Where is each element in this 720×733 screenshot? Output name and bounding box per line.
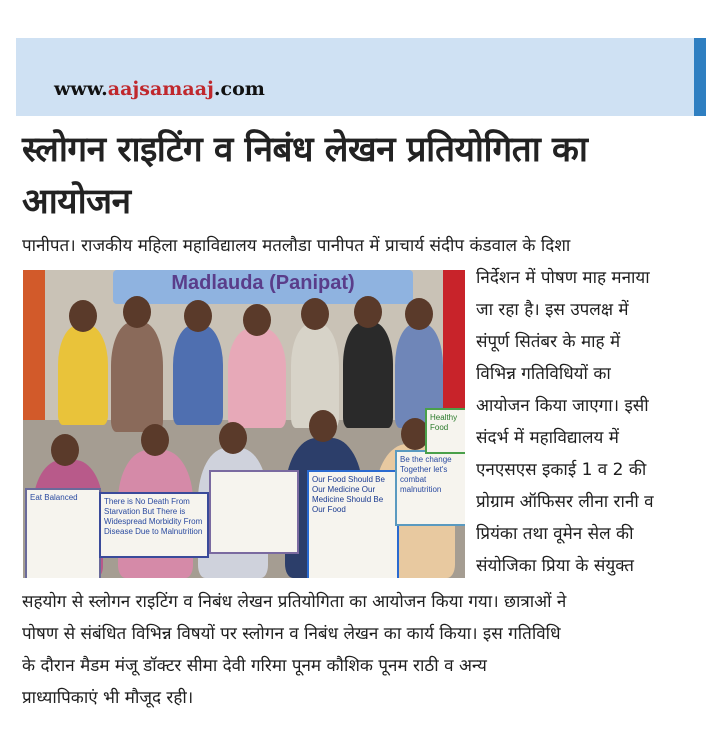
body-line: प्रोग्राम ऑफिसर लीना रानी व <box>476 492 654 512</box>
person-head <box>405 298 433 330</box>
person-standing <box>58 325 108 425</box>
person-head <box>309 410 337 442</box>
banner-accent-bar <box>694 38 706 116</box>
event-photo <box>23 270 465 578</box>
person-head <box>354 296 382 328</box>
person-head <box>184 300 212 332</box>
person-head <box>123 296 151 328</box>
poster <box>209 470 299 554</box>
person-head <box>301 298 329 330</box>
url-name: aajsamaaj <box>107 78 214 100</box>
body-line: पानीपत। राजकीय महिला महाविद्यालय मतलौडा पानीपत में प्राचार्य संदीप कंडवाल के दिशा <box>22 236 571 256</box>
person-head <box>51 434 79 466</box>
body-line: आयोजन किया जाएगा। इसी <box>476 396 649 416</box>
article-headline <box>22 124 712 228</box>
header-banner <box>16 38 706 116</box>
person-standing <box>111 322 163 432</box>
person-head <box>69 300 97 332</box>
poster: Healthy Food <box>425 408 465 454</box>
body-line: संयोजिका प्रिया के संयुक्त <box>476 556 634 576</box>
poster: There is No Death From Starvation But There is Widespread Morbidity From Disease Due to Malnutrition <box>99 492 209 558</box>
person-head <box>141 424 169 456</box>
photo-curtain-left <box>23 270 45 420</box>
poster: Our Food Should Be Our Medicine Our Medicine Should Be Our Food <box>307 470 399 578</box>
body-line: सहयोग से स्लोगन राइटिंग व निबंध लेखन प्रतियोगिता का आयोजन किया गया। छात्राओं ने <box>22 592 567 612</box>
photo-curtain-right <box>443 270 465 420</box>
body-line: निर्देशन में पोषण माह मनाया <box>476 268 650 288</box>
photo-banner-text: Madlauda (Panipat) <box>171 272 355 294</box>
body-line: संदर्भ में महाविद्यालय में <box>476 428 619 448</box>
body-line: प्राध्यापिकाएं भी मौजूद रही। <box>22 688 194 708</box>
headline-line-1: स्लोगन राइटिंग व निबंध लेखन प्रतियोगिता का <box>22 130 588 170</box>
body-line: विभिन्न गतिविधियों का <box>476 364 611 384</box>
person-standing <box>228 328 286 428</box>
poster: Eat Balanced <box>25 488 101 578</box>
body-line: के दौरान मैडम मंजू डॉक्टर सीमा देवी गरिमा पूनम कौशिक पूनम राठी व अन्य <box>22 656 487 676</box>
body-line: पोषण से संबंधित विभिन्न विषयों पर स्लोगन व निबंध लेखन का कार्य किया। इस गतिविधि <box>22 624 561 644</box>
headline-line-2: आयोजन <box>22 182 131 222</box>
poster: Be the change Together let's combat malnutrition <box>395 450 465 526</box>
person-standing <box>173 325 223 425</box>
body-line: जा रहा है। इस उपलक्ष में <box>476 300 629 320</box>
body-line: संपूर्ण सितंबर के माह में <box>476 332 621 352</box>
person-head <box>243 304 271 336</box>
person-head <box>219 422 247 454</box>
url-prefix: www. <box>54 78 108 100</box>
body-line: एनएसएस इकाई 1 व 2 की <box>476 460 647 480</box>
site-url[interactable] <box>54 78 265 100</box>
person-standing <box>343 322 393 428</box>
body-line: प्रियंका तथा वूमेन सेल की <box>476 524 634 544</box>
url-suffix: .com <box>213 78 265 100</box>
